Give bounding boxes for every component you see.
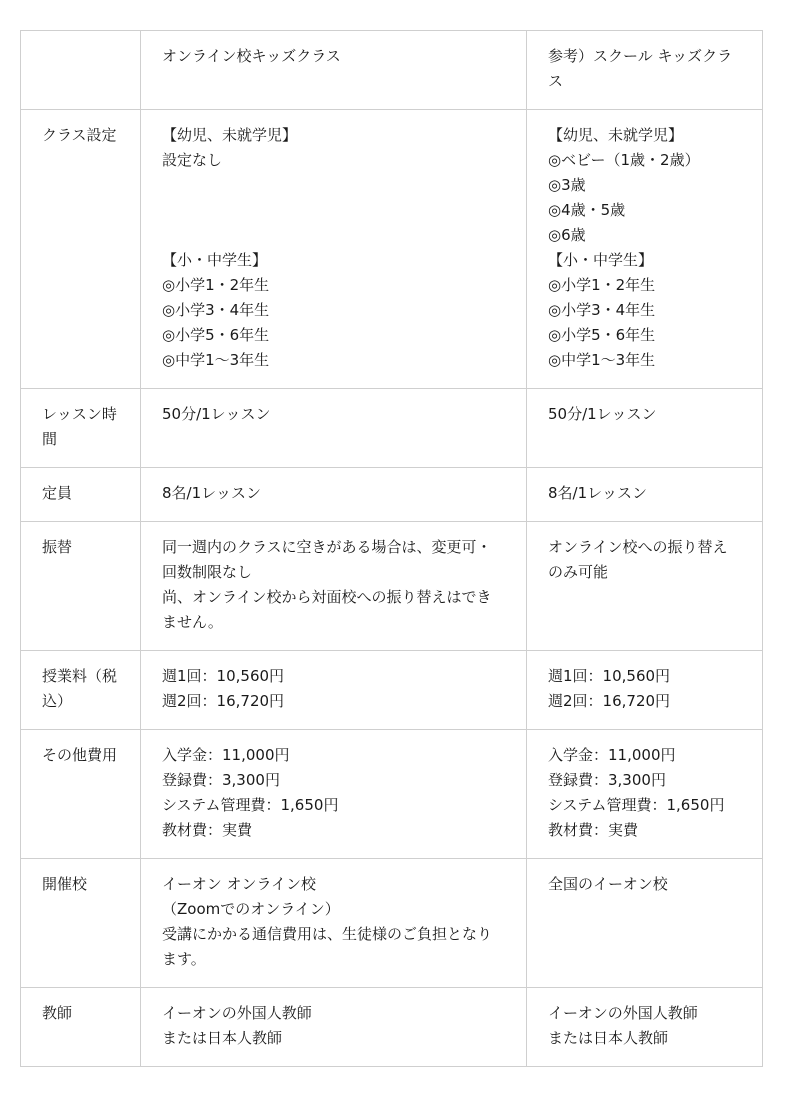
reference-venue-cell: [527, 859, 763, 988]
reference-class-setting-line: ◎4歳・5歳: [548, 201, 626, 219]
reference-class-setting-line: 【小・中学生】: [548, 251, 654, 269]
online-other-fees-line: システム管理費：1,650円: [162, 796, 339, 814]
reference-other-fees-line: 入学金：11,000円: [548, 746, 676, 764]
online-other-fees-line: 登録費：3,300円: [162, 771, 280, 789]
online-venue-line: イーオン オンライン校: [162, 875, 317, 893]
header-empty-cell: [21, 31, 141, 110]
online-lesson-time-line: 50分/1レッスン: [162, 405, 271, 423]
reference-class-setting-line: ◎中学1〜3年生: [548, 351, 656, 369]
online-class-setting-line: ◎小学5・6年生: [162, 326, 270, 344]
reference-class-setting-line: ◎小学5・6年生: [548, 326, 656, 344]
online-other-fees-line: 入学金：11,000円: [162, 746, 290, 764]
row-label-teacher: 教師: [21, 988, 141, 1067]
table-row-teacher: [21, 988, 763, 1067]
reference-teacher-line: イーオンの外国人教師: [548, 1004, 698, 1022]
reference-venue-line: 全国のイーオン校: [548, 875, 668, 893]
online-class-setting-line: ◎小学1・2年生: [162, 276, 270, 294]
reference-transfer-cell: [527, 522, 763, 651]
reference-tuition-line: 週2回：16,720円: [548, 692, 671, 710]
row-label-tuition: 授業料（税込）: [21, 651, 141, 730]
reference-class-setting-line: ◎3歳: [548, 176, 586, 194]
table-row-capacity: [21, 468, 763, 522]
online-teacher-cell: [141, 988, 527, 1067]
online-lesson-time-cell: [141, 389, 527, 468]
reference-class-setting-line: ◎小学1・2年生: [548, 276, 656, 294]
reference-teacher-cell: [527, 988, 763, 1067]
reference-other-fees-cell: [527, 730, 763, 859]
reference-tuition-cell: [527, 651, 763, 730]
table-row-tuition: [21, 651, 763, 730]
reference-class-setting-line: 【幼児、未就学児】: [548, 126, 684, 144]
row-label-class-setting: クラス設定: [21, 110, 141, 389]
online-tuition-line: 週2回：16,720円: [162, 692, 285, 710]
online-transfer-cell: [141, 522, 527, 651]
reference-lesson-time-cell: [527, 389, 763, 468]
reference-teacher-line: または日本人教師: [548, 1029, 669, 1047]
reference-class-setting-line: ◎小学3・4年生: [548, 301, 656, 319]
reference-capacity-line: 8名/1レッスン: [548, 484, 647, 502]
header-row: [21, 31, 763, 110]
online-teacher-line: または日本人教師: [162, 1029, 283, 1047]
header-reference-class: 参考）スクール キッズクラス: [527, 31, 763, 110]
row-label-capacity: 定員: [21, 468, 141, 522]
comparison-table: [20, 30, 763, 1067]
row-label-transfer: 振替: [21, 522, 141, 651]
table-row-transfer: [21, 522, 763, 651]
online-class-setting-line: ◎小学3・4年生: [162, 301, 270, 319]
online-tuition-line: 週1回：10,560円: [162, 667, 285, 685]
reference-transfer-line: オンライン校への振り替えのみ可能: [548, 538, 728, 581]
table-row-class-setting: [21, 110, 763, 389]
reference-class-setting-cell: [527, 110, 763, 389]
reference-lesson-time-line: 50分/1レッスン: [548, 405, 657, 423]
row-label-lesson-time: レッスン時間: [21, 389, 141, 468]
online-other-fees-cell: [141, 730, 527, 859]
online-class-setting-line: ◎中学1〜3年生: [162, 351, 270, 369]
table-row-lesson-time: [21, 389, 763, 468]
table-row-other-fees: [21, 730, 763, 859]
online-class-setting-cell: [141, 110, 527, 389]
comparison-table-wrapper: [20, 30, 763, 1067]
reference-other-fees-line: 教材費：実費: [548, 821, 639, 839]
spacer: [162, 173, 506, 248]
reference-other-fees-line: システム管理費：1,650円: [548, 796, 725, 814]
row-label-venue: 開催校: [21, 859, 141, 988]
online-capacity-line: 8名/1レッスン: [162, 484, 261, 502]
reference-class-setting-line: ◎6歳: [548, 226, 586, 244]
reference-other-fees-line: 登録費：3,300円: [548, 771, 666, 789]
table-row-venue: [21, 859, 763, 988]
header-online-class: オンライン校キッズクラス: [141, 31, 527, 110]
online-class-setting-line: 【幼児、未就学児】: [162, 126, 298, 144]
online-transfer-line: 同一週内のクラスに空きがある場合は、変更可・回数制限なし: [162, 538, 492, 581]
online-class-setting-line: 設定なし: [162, 151, 223, 169]
online-venue-line: （Zoomでのオンライン）: [162, 900, 340, 918]
online-other-fees-line: 教材費：実費: [162, 821, 253, 839]
online-class-setting-line: 【小・中学生】: [162, 251, 268, 269]
online-venue-line: 受講にかかる通信費用は、生徒様のご負担となります。: [162, 925, 493, 968]
online-transfer-line: 尚、オンライン校から対面校への振り替えはできません。: [162, 588, 492, 631]
online-teacher-line: イーオンの外国人教師: [162, 1004, 312, 1022]
reference-class-setting-line: ◎ベビー（1歳・2歳）: [548, 151, 700, 169]
online-venue-cell: [141, 859, 527, 988]
online-capacity-cell: [141, 468, 527, 522]
reference-capacity-cell: [527, 468, 763, 522]
row-label-other-fees: その他費用: [21, 730, 141, 859]
reference-tuition-line: 週1回：10,560円: [548, 667, 671, 685]
online-tuition-cell: [141, 651, 527, 730]
